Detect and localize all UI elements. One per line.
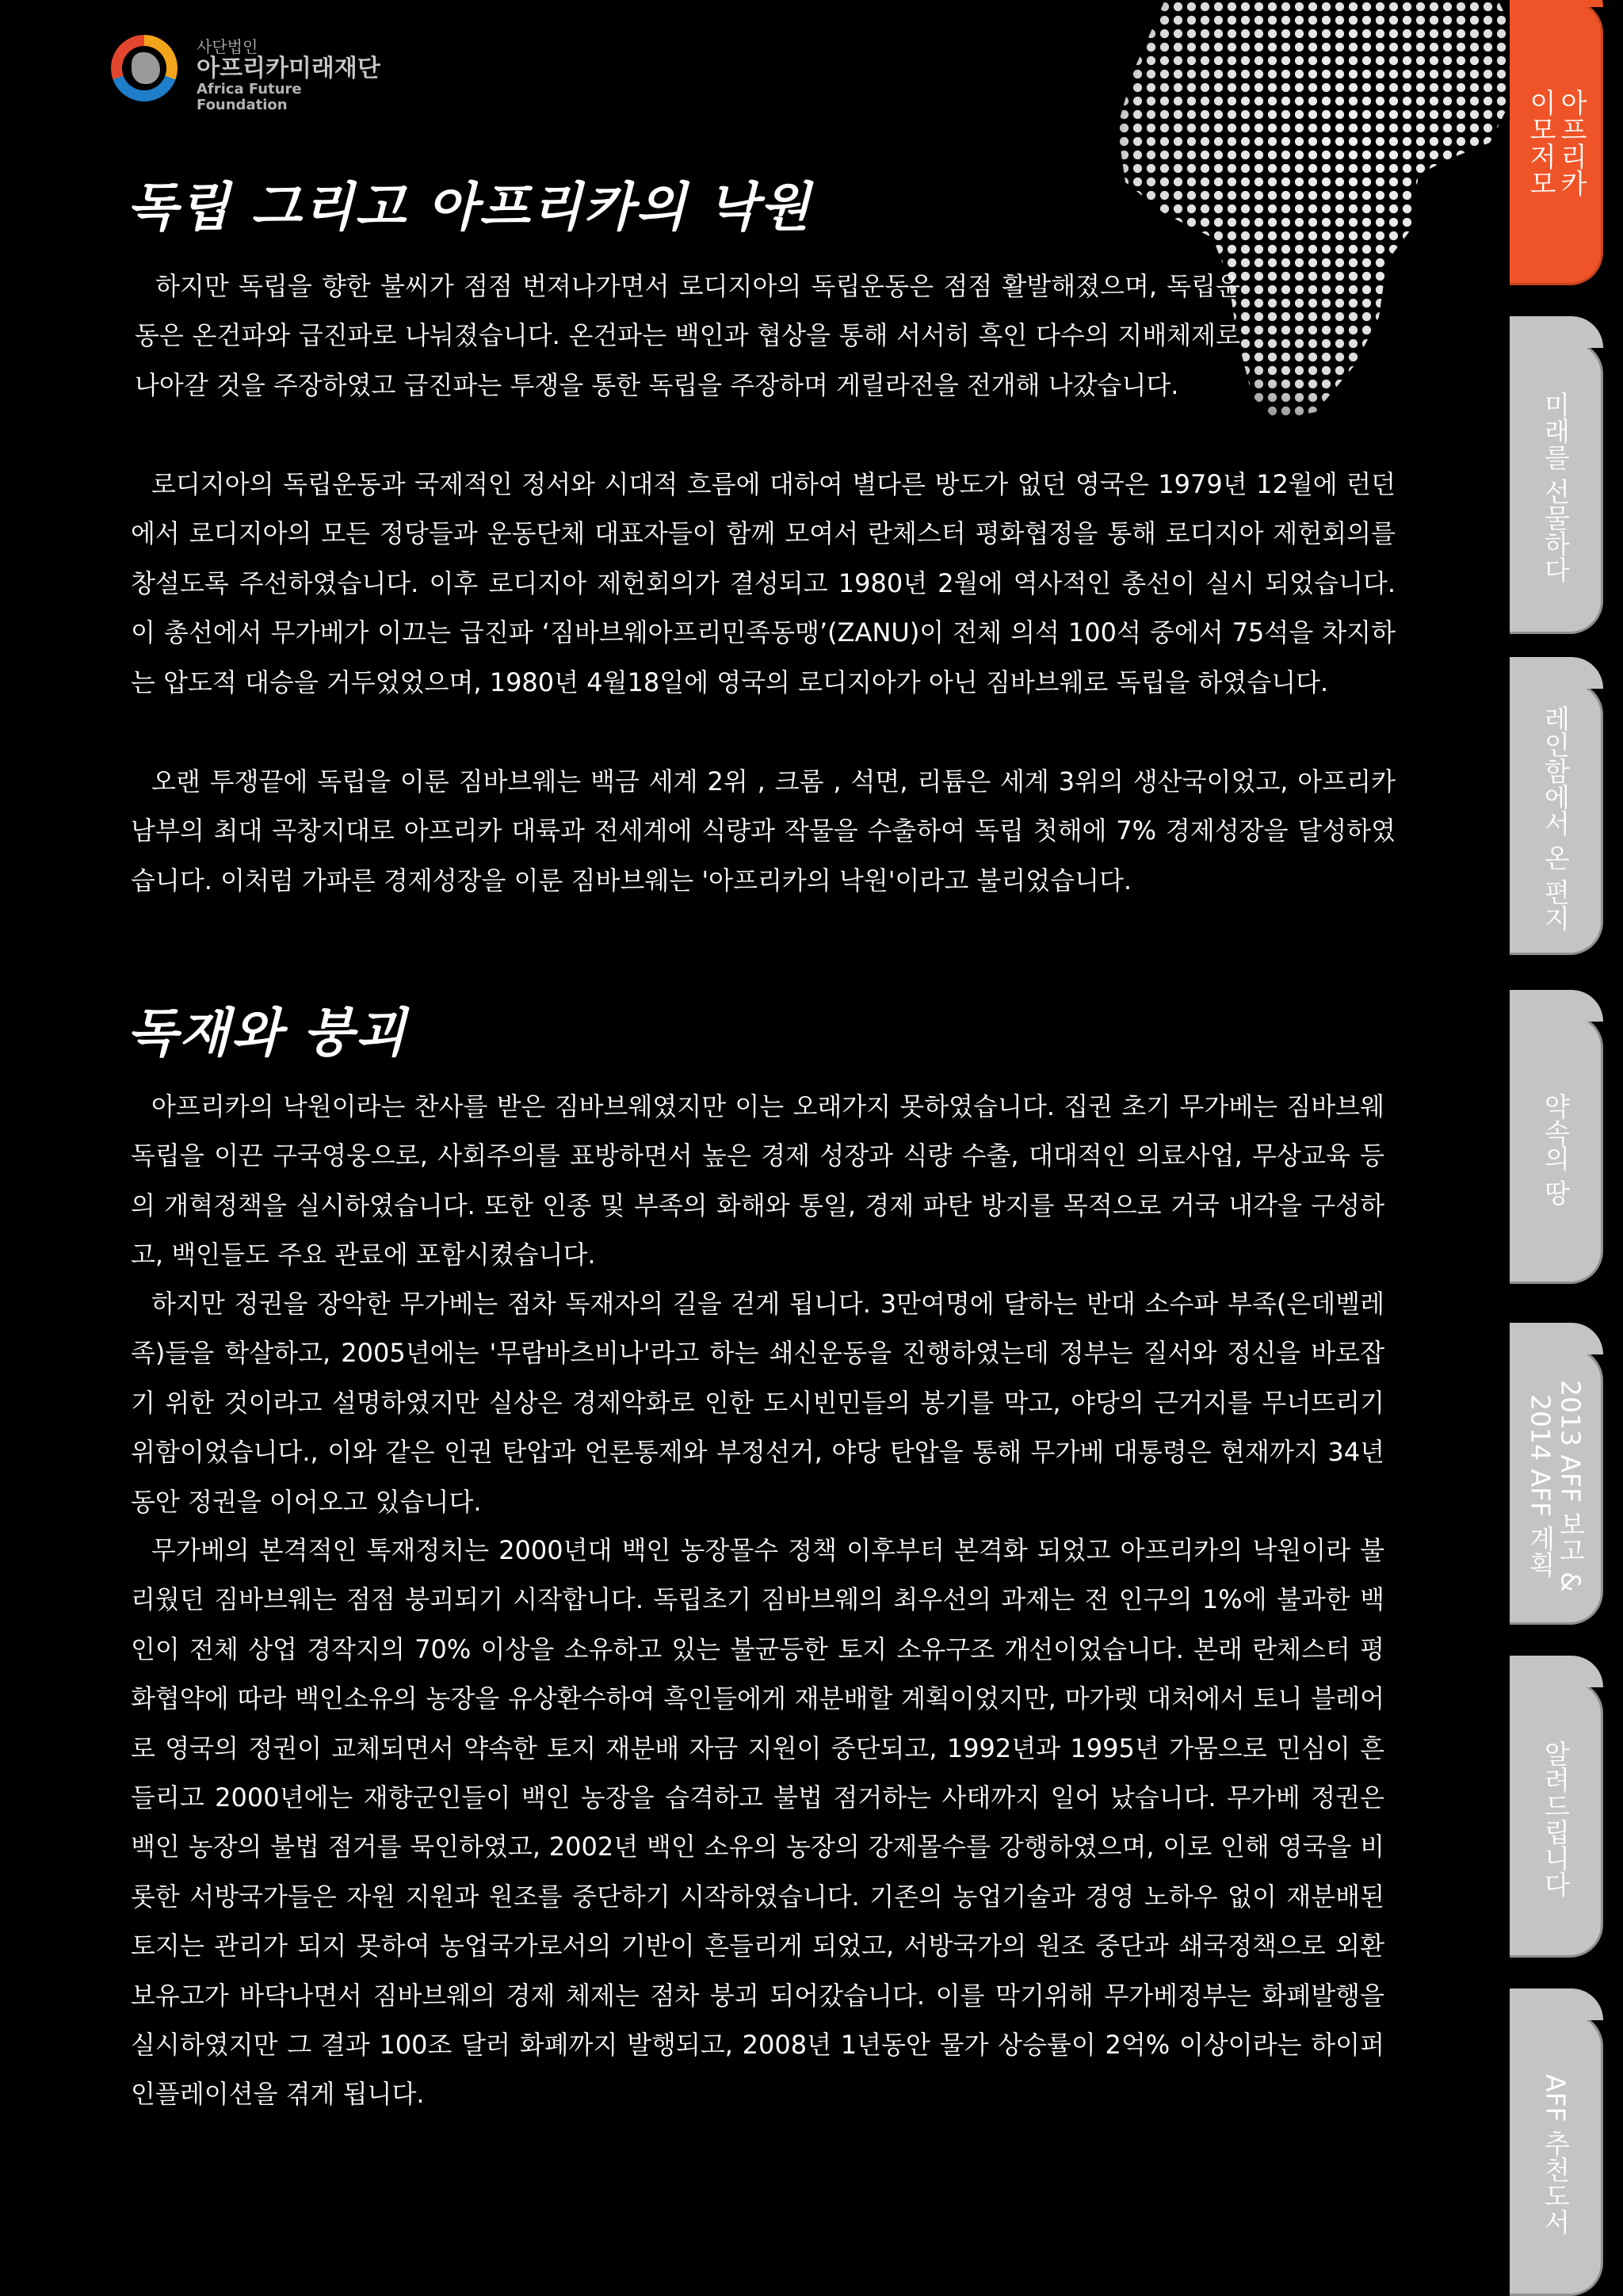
paragraph: 로디지아의 독립운동과 국제적인 정서와 시대적 흐름에 대하여 별다른 방도가 없던 영국은 1979년 12월에 런던에서 로디지아의 모든 정당들과 운동단체 대표자들이 함께 모여서 란체스터 평화협정을 통해 로디지아 제헌회의를 창설도록 주선하였습니다. 이후 로디지아 제헌회의가 결성되고 1980년 2월에 역사적인 총선이 실시 되었습니다. 이 총선에서 무가베가 이끄는 급진파 ‘짐바브웨아프리민족동맹’(ZANU)이 전체 의석 100석 중에서 75석을 차지하는 압도적 대승을 거두었었으며, 1980년 4월18일에 영국의 로디지아가 아닌 짐바브웨로 독립을 하였습니다. [131, 469, 1396, 697]
logo-text [197, 38, 396, 113]
section-title: 독립 그리고 아프리카의 낙원 [127, 176, 812, 238]
tab-label: 미래를 선물하다 [1540, 392, 1571, 583]
tab-promised-land[interactable] [1510, 1014, 1603, 1284]
tab-aff-report[interactable] [1510, 1347, 1603, 1625]
tab-gift-future[interactable] [1510, 341, 1603, 634]
logo-line1: 사단법인 [197, 37, 258, 56]
paragraph: 오랜 투쟁끝에 독립을 이룬 짐바브웨는 백금 세계 2위 , 크롬 , 석면, 리튬은 세계 3위의 생산국이었고, 아프리카 남부의 최대 곡창지대로 아프리카 대륙과 전세계에 식량과 작물을 수출하여 독립 첫해에 7% 경제성장을 달성하였습니다. 이처럼 가파른 경제성장을 이룬 짐바브웨는 '아프리카의 낙원'이라고 불리었습니다. [131, 766, 1396, 896]
section-tab-bar [1510, 0, 1623, 2296]
logo-name-ko: 아프리카미래재단 [197, 55, 380, 82]
logo-globe-shape [132, 52, 160, 84]
tab-label: 알려드립니다 [1540, 1740, 1571, 1897]
tab-notice[interactable] [1510, 1680, 1603, 1958]
tab-letter[interactable] [1510, 682, 1603, 955]
tab-africa-news[interactable] [1510, 0, 1603, 285]
tab-label: 아프리카 이모저모 [1524, 89, 1587, 197]
tab-label: 2013 AFF 보고 & 2014 AFF 계획 [1525, 1380, 1587, 1592]
paragraph: 무가베의 본격적인 톡재정치는 2000년대 백인 농장몰수 정책 이후부터 본격화 되었고 아프리카의 낙원이라 불리웠던 짐바브웨는 점점 붕괴되기 시작합니다. 독립초기 짐바브웨의 최우선의 과제는 전 인구의 1%에 불과한 백인이 전체 상업 경작지의 70% 이상을 소유하고 있는 불균등한 토지 소유구조 개선이었습니다. 본래 란체스터 평화협약에 따라 백인소유의 농장을 유상환수하여 흑인들에게 재분배할 계획이었지만, 마가렛 대처에서 토니 블레어로 영국의 정권이 교체되면서 약속한 토지 재분배 자금 지원이 중단되고, 1992년과 1995년 가뭄으로 민심이 흔들리고 2000년에는 재향군인들이 백인 농장을 습격하고 불법 점거하는 사태까지 일어 났습니다. 무가베 정권은 백인 농장의 불법 점거를 묵인하였고, 2002년 백인 소유의 농장의 강제몰수를 강행하였으며, 이로 인해 영국을 비롯한 서방국가들은 자원 지원과 원조를 중단하기 시작하였습니다. 기존의 농업기술과 경영 노하우 없이 재분배된 토지는 관리가 되지 못하여 농업국가로서의 기반이 흔들리게 되었고, 서방국가의 원조 중단과 쇄국정책으로 외환보유고가 바닥나면서 짐바브웨의 경제 체제는 점차 붕괴 되어갔습니다. 이를 막기위해 무가베정부는 화폐발행을 실시하였지만 그 결과 100조 달러 화폐까지 발행되고, 2008년 1년동안 물가 상승률이 2억% 이상이라는 하이퍼 인플레이션을 겪게 됩니다. [131, 1535, 1384, 2110]
logo-name-en: Africa Future Foundation [197, 81, 302, 113]
tab-label: AFF 추천도서 [1540, 2073, 1571, 2236]
tab-recommended-books[interactable] [1510, 2013, 1603, 2296]
paragraph: 하지만 독립을 향한 불씨가 점점 번져나가면서 로디지아의 독립운동은 점점 활발해졌으며, 독립운동은 온건파와 급진파로 나눠졌습니다. 온건파는 백인과 협상을 통해 서서히 흑인 다수의 지배체제로 나아갈 것을 주장하였고 급진파는 투쟁을 통한 독립을 주장하며 게릴라전을 전개해 나갔습니다. [135, 271, 1240, 400]
paragraph: 하지만 정권을 장악한 무가베는 점차 독재자의 길을 걷게 됩니다. 3만여명에 달하는 반대 소수파 부족(은데벨레족)들을 학살하고, 2005년에는 '무람바츠비나'라고 하는 쇄신운동을 진행하였는데 정부는 질서와 정신을 바로잡기 위한 것이라고 설명하였지만 실상은 경제악화로 인한 도시빈민들의 봉기를 막고, 야당의 근거지를 무너뜨리기 위함이었습니다., 이와 같은 인권 탄압과 언론통제와 부정선거, 야당 탄압을 통해 무가베 대통령은 현재까지 34년동안 정권을 이어오고 있습니다. [131, 1289, 1384, 1517]
tab-label: 레인함에서 온 편지 [1540, 705, 1571, 931]
section-title: 독재와 붕괴 [127, 1002, 407, 1064]
paragraph: 아프리카의 낙원이라는 찬사를 받은 짐바브웨였지만 이는 오래가지 못하였습니다. 집권 초기 무가베는 짐바브웨 독립을 이끈 구국영웅으로, 사회주의를 표방하면서 높은 경제 성장과 식량 수출, 대대적인 의료사업, 무상교육 등의 개혁정책을 실시하였습니다. 또한 인종 및 부족의 화해와 통일, 경제 파탄 방지를 목적으로 거국 내각을 구성하고, 백인들도 주요 관료에 포함시켰습니다. [131, 1091, 1384, 1270]
tab-label: 약속의 땅 [1540, 1092, 1571, 1206]
foundation-logo [111, 35, 396, 113]
